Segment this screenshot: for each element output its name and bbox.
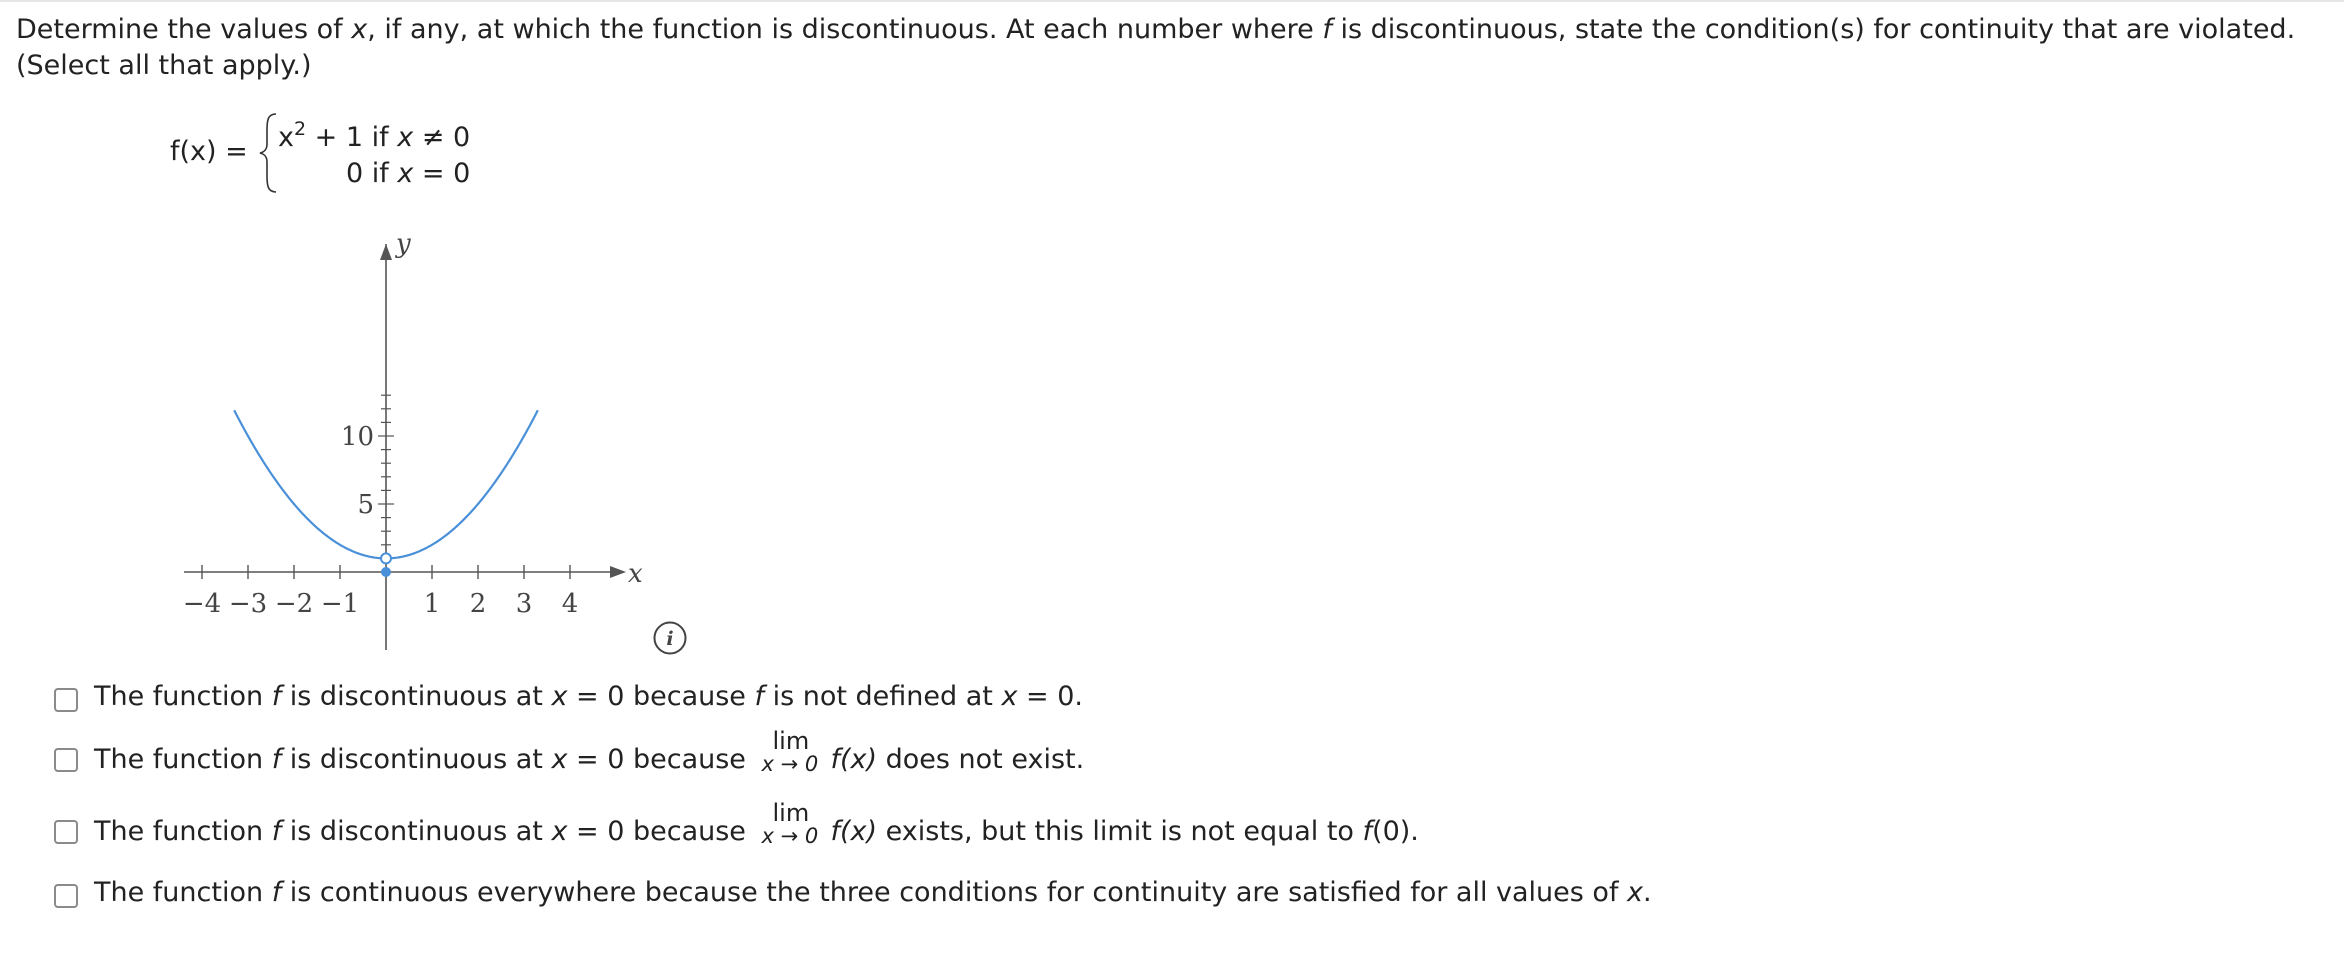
choice-1-checkbox[interactable] [54,688,78,712]
choice-3-label: The function f is discontinuous at x = 0 because lim x → 0 f(x) exists, but this limit is not equal to f(0). [94,799,1419,848]
top-divider [0,0,2344,2]
left-brace [258,112,280,194]
choice-4[interactable] [54,872,1754,922]
choice-1[interactable] [54,676,1754,726]
case-2: 0 if x = 0 [346,158,471,189]
var-x: x [351,14,368,45]
x-tick-label: −3 [228,589,268,619]
x-tick-label: −4 [182,589,222,619]
x-tick-label: 3 [515,589,533,619]
info-icon-label: i [666,628,674,650]
case-1: $x^2 + 1$ if x ≠ 0 [278,118,471,153]
open-circle [381,553,391,563]
info-icon[interactable] [652,620,688,656]
curve-right-branch [390,410,538,558]
x-axis-label: x [628,559,643,589]
y-axis-label: y [396,232,411,259]
choice-4-label: The function f is continuous everywhere because the three conditions for continuity are satisfied for all values of x. [94,877,1652,908]
limit-notation: lim x → 0 [761,727,819,776]
choice-3-checkbox[interactable] [54,820,78,844]
choice-3[interactable] [54,799,1754,858]
x-tick-label: 2 [469,589,487,619]
y-tick-label: 5 [357,490,374,520]
limit-notation: lim x → 0 [761,799,819,848]
y-tick-label: 10 [340,422,374,452]
choice-2-checkbox[interactable] [54,748,78,772]
x-axis-arrow [610,566,626,578]
x-tick-label: −2 [274,589,314,619]
choice-2[interactable] [54,727,1754,786]
choice-4-checkbox[interactable] [54,884,78,908]
x-tick-labels [183,589,578,619]
y-tick-labels [341,422,374,520]
x-tick-label: 1 [423,589,441,619]
x-tick-label: −1 [320,589,360,619]
y-axis-arrow [380,244,392,260]
filled-point [381,567,391,577]
function-graph [170,232,710,652]
question-text: Determine the values of x, if any, at which the function is discontinuous. At each number where f is discontinuous, state the condition(s) for continuity that are violated. (Select all that apply.) [16,14,2296,81]
x-tick-label: 4 [561,589,579,619]
var-f: f [1322,14,1332,45]
choice-1-label: The function f is discontinuous at x = 0 because f is not defined at x = 0. [94,681,1083,712]
function-lhs: f(x) = [170,136,248,167]
choice-2-label: The function f is discontinuous at x = 0 because lim x → 0 f(x) does not exist. [94,727,1085,776]
